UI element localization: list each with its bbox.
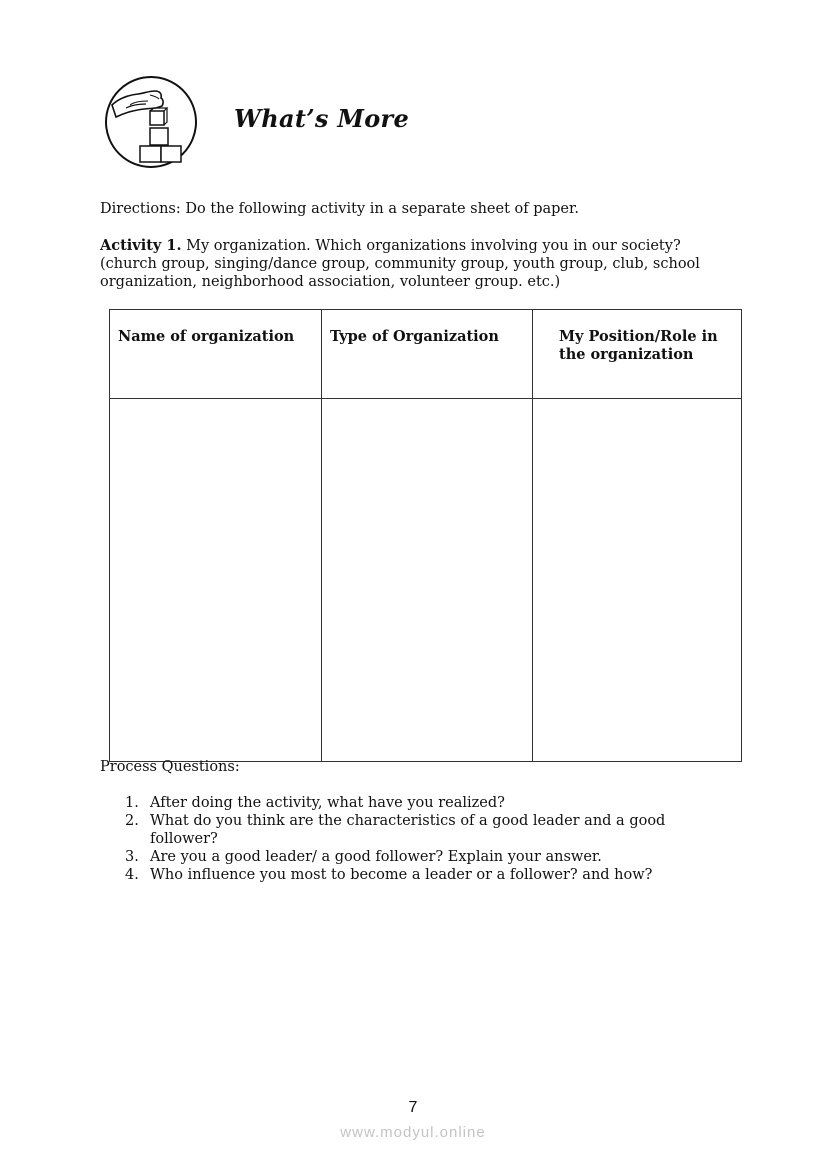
list-item bbox=[125, 812, 710, 848]
page-title: What’s More bbox=[234, 104, 410, 133]
hand-stacking-blocks-icon bbox=[104, 75, 198, 169]
cell-position-role[interactable] bbox=[533, 399, 742, 762]
question-number: 2. bbox=[125, 813, 139, 829]
directions-text: Directions: Do the following activity in a separate sheet of paper. bbox=[100, 201, 579, 217]
list-item bbox=[125, 848, 710, 866]
question-text: What do you think are the characteristics of a good leader and a good follower? bbox=[150, 813, 666, 847]
list-item bbox=[125, 794, 710, 812]
header-name-of-organization: Name of organization bbox=[110, 310, 322, 399]
process-questions-list bbox=[125, 794, 710, 884]
cell-type-of-organization[interactable] bbox=[322, 399, 533, 762]
table-row bbox=[110, 399, 742, 762]
cell-name-of-organization[interactable] bbox=[110, 399, 322, 762]
organization-table bbox=[109, 309, 742, 762]
table-header-row bbox=[110, 310, 742, 399]
activity-instructions bbox=[100, 237, 740, 291]
question-text: Who influence you most to become a leader or a follower? and how? bbox=[150, 867, 653, 883]
process-questions-heading: Process Questions: bbox=[100, 759, 240, 775]
question-number: 1. bbox=[125, 795, 139, 811]
watermark: www.modyul.online bbox=[340, 1124, 486, 1141]
header-position-role: My Position/Role in the organization bbox=[533, 310, 742, 399]
list-item bbox=[125, 866, 710, 884]
activity-text: My organization. Which organizations involving you in our society? (church group, singing/dance group, community group, youth group, club, school organization, neighborhood association, volunteer group. etc.) bbox=[100, 238, 700, 290]
activity-label: Activity 1. bbox=[100, 237, 182, 254]
question-text: Are you a good leader/ a good follower? Explain your answer. bbox=[150, 849, 602, 865]
question-text: After doing the activity, what have you realized? bbox=[150, 795, 505, 811]
question-number: 3. bbox=[125, 849, 139, 865]
header-type-of-organization: Type of Organization bbox=[322, 310, 533, 399]
page-number: 7 bbox=[408, 1099, 418, 1116]
question-number: 4. bbox=[125, 867, 139, 883]
